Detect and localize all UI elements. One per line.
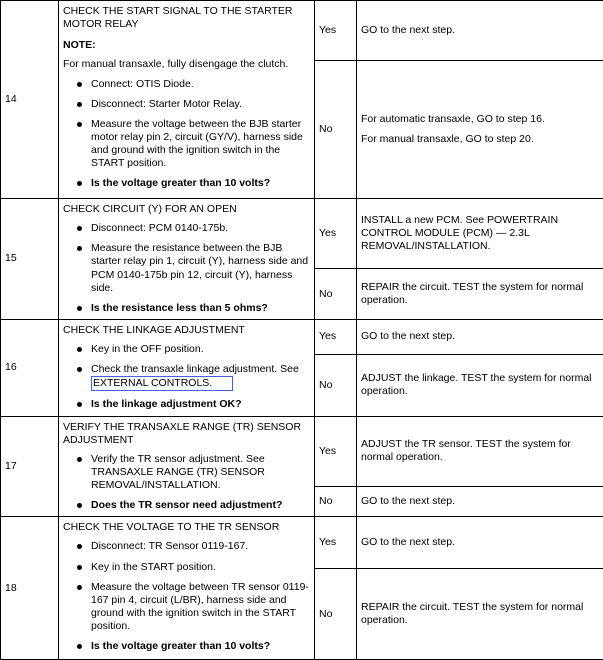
yes-action [357, 319, 603, 354]
step-question: Is the voltage greater than 10 volts? [63, 177, 310, 190]
step-18-yes-row [1, 517, 603, 569]
action-text: INSTALL a new PCM. See POWERTRAIN CONTROL MODULE (PCM) — 2.3L REMOVAL/INSTALLATION. [361, 214, 599, 253]
no-action [357, 569, 603, 660]
step-question: Is the resistance less than 5 ohms? [63, 302, 310, 315]
bullet-list [63, 453, 310, 513]
step-17-yes-row [1, 416, 603, 487]
yes-label: Yes [315, 517, 357, 569]
bullet-item: Measure the resistance between the BJB starter relay pin 1, circuit (Y), harness side and PCM 0140-175b pin 12, circuit (Y), harness side. [63, 242, 310, 295]
action-text: REPAIR the circuit. TEST the system for normal operation. [361, 601, 599, 627]
yes-action [357, 517, 603, 569]
bullet-list [63, 540, 310, 653]
bullet-item: Key in the OFF position. [63, 343, 310, 356]
yes-label: Yes [315, 416, 357, 487]
action-text: GO to the next step. [361, 495, 599, 508]
bullet-list [63, 343, 310, 412]
step-condition [59, 1, 315, 199]
bullet-text: Check the transaxle linkage adjustment. See [91, 363, 299, 375]
action-text: GO to the next step. [361, 330, 599, 343]
no-label: No [315, 354, 357, 416]
no-action [357, 61, 603, 199]
bullet-item: Key in the START position. [63, 561, 310, 574]
step-16-yes-row [1, 319, 603, 354]
step-question: Is the voltage greater than 10 volts? [63, 640, 310, 653]
no-action [357, 269, 603, 320]
bullet-item: Connect: OTIS Diode. [63, 78, 310, 91]
step-15-yes-row [1, 199, 603, 269]
step-number: 16 [1, 319, 59, 416]
step-title: VERIFY THE TRANSAXLE RANGE (TR) SENSOR ADJUSTMENT [63, 421, 310, 447]
action-text: GO to the next step. [361, 536, 599, 549]
step-condition [59, 416, 315, 517]
no-label: No [315, 487, 357, 517]
yes-action [357, 416, 603, 487]
bullet-item: Measure the voltage between TR sensor 0119-167 pin 4, circuit (L/BR), harness side and ground with the ignition switch in the START position. [63, 581, 310, 634]
step-condition [59, 517, 315, 660]
bullet-item: Disconnect: Starter Motor Relay. [63, 98, 310, 111]
yes-label: Yes [315, 199, 357, 269]
yes-action [357, 1, 603, 61]
step-condition [59, 199, 315, 320]
step-number: 15 [1, 199, 59, 320]
bullet-item: Measure the voltage between the BJB starter motor relay pin 2, circuit (GY/V), harness side and ground with the ignition switch in the START position. [63, 118, 310, 171]
external-controls-link[interactable]: EXTERNAL CONTROLS. [91, 376, 233, 391]
action-text: For automatic transaxle, GO to step 16. [361, 113, 599, 126]
action-text: GO to the next step. [361, 24, 599, 37]
no-label: No [315, 61, 357, 199]
yes-action [357, 199, 603, 269]
step-question: Does the TR sensor need adjustment? [63, 499, 310, 512]
bullet-item: Disconnect: TR Sensor 0119-167. [63, 540, 310, 553]
action-text: REPAIR the circuit. TEST the system for normal operation. [361, 281, 599, 307]
no-label: No [315, 569, 357, 660]
no-label: No [315, 269, 357, 320]
step-14-yes-row [1, 1, 603, 61]
bullet-item: Verify the TR sensor adjustment. See TRANSAXLE RANGE (TR) SENSOR REMOVAL/INSTALLATION. [63, 453, 310, 492]
action-text: ADJUST the TR sensor. TEST the system for normal operation. [361, 438, 599, 464]
step-condition [59, 319, 315, 416]
step-question: Is the linkage adjustment OK? [63, 398, 310, 411]
no-action [357, 487, 603, 517]
bullet-list [63, 222, 310, 315]
step-number: 14 [1, 1, 59, 199]
no-action [357, 354, 603, 416]
bullet-list [63, 78, 310, 191]
step-title: CHECK THE START SIGNAL TO THE STARTER MOTOR RELAY [63, 5, 310, 31]
bullet-item [63, 363, 310, 391]
note-label: NOTE: [63, 39, 310, 52]
note-text: For manual transaxle, fully disengage the clutch. [63, 58, 310, 71]
step-title: CHECK THE LINKAGE ADJUSTMENT [63, 324, 310, 337]
bullet-item: Disconnect: PCM 0140-175b. [63, 222, 310, 235]
step-title: CHECK CIRCUIT (Y) FOR AN OPEN [63, 203, 310, 216]
step-title: CHECK THE VOLTAGE TO THE TR SENSOR [63, 521, 310, 534]
yes-label: Yes [315, 1, 357, 61]
action-text: ADJUST the linkage. TEST the system for normal operation. [361, 372, 599, 398]
yes-label: Yes [315, 319, 357, 354]
action-text: For manual transaxle, GO to step 20. [361, 133, 599, 146]
step-number: 18 [1, 517, 59, 660]
step-number: 17 [1, 416, 59, 517]
